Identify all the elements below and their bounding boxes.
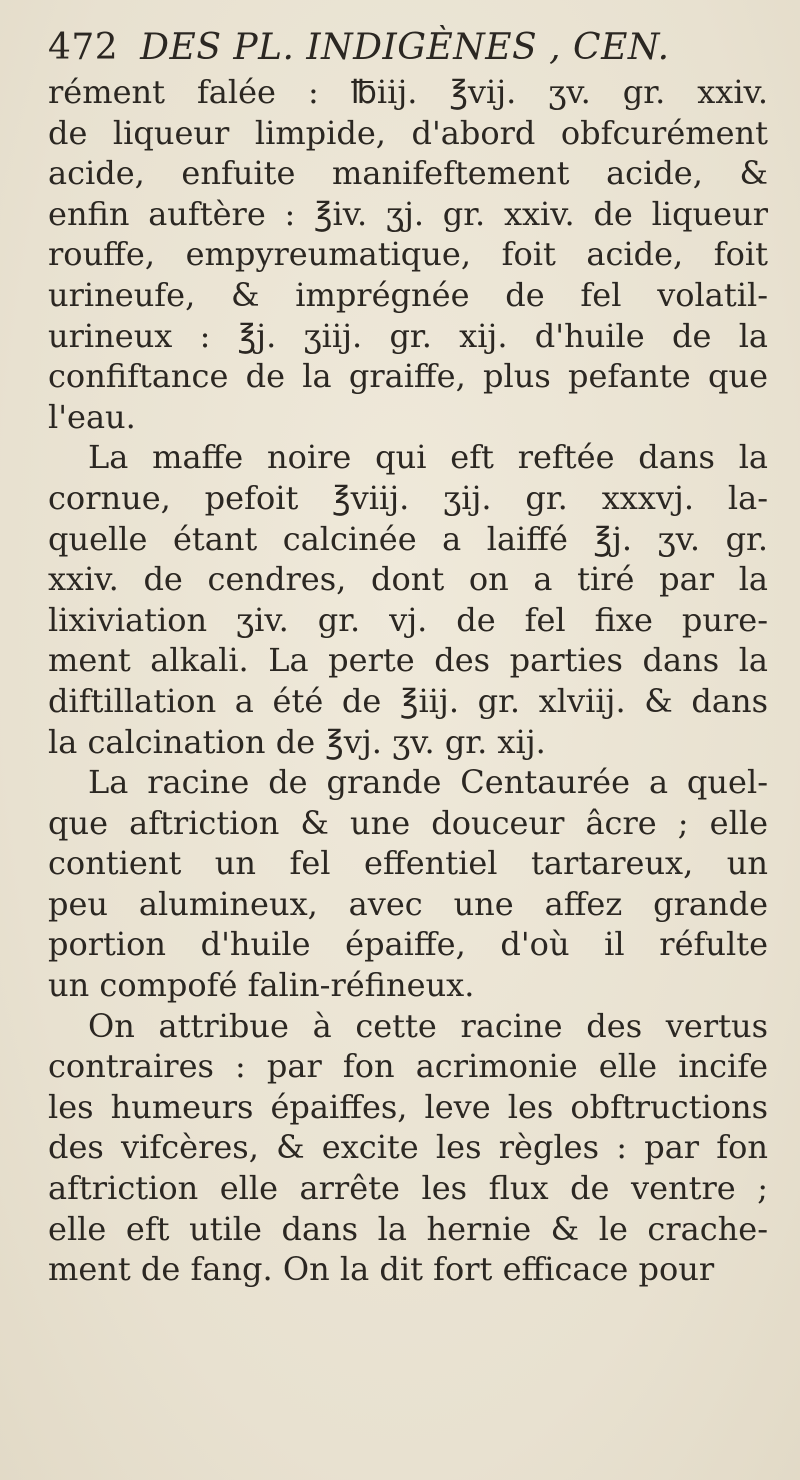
text-line: cornue, pefoit ℥viij. ʒij. gr. xxxvj. la-: [48, 478, 768, 517]
text-line: l'eau.: [48, 397, 136, 436]
text-line: contraires : par fon acrimonie elle incife: [48, 1047, 768, 1086]
paragraph: [48, 762, 768, 1006]
text-line: On attribue à cette racine des vertus: [88, 1006, 768, 1045]
text-line: ment alkali. La perte des parties dans la: [48, 641, 768, 680]
text-line: La racine de grande Centaurée a quel-: [88, 763, 768, 802]
text-line: quelle étant calcinée a laiffé ℥j. ʒv. gr.: [48, 519, 768, 558]
text-line: diftillation a été de ℥iij. gr. xlviij. & dans: [48, 681, 768, 720]
text-line: portion d'huile épaiffe, d'où il réfulte: [48, 925, 768, 964]
page-number: 472: [48, 27, 119, 68]
text-line: des vifcères, & excite les règles : par fon: [48, 1128, 768, 1167]
text-line: aftriction elle arrête les flux de ventre ;: [48, 1169, 768, 1208]
text-line: acide, enfuite manifeftement acide, &: [48, 154, 768, 193]
text-line: confiftance de la graiffe, plus pefante que: [48, 357, 768, 396]
text-line: que aftriction & une douceur âcre ; elle: [48, 803, 768, 842]
text-line: urineux : ℥j. ʒiij. gr. xij. d'huile de la: [48, 316, 768, 355]
text-line: rément falée : ℔iij. ℥vij. ʒv. gr. xxiv.: [48, 73, 768, 111]
text-line: urineufe, & imprégnée de fel volatil-: [48, 275, 768, 314]
text-line: de liqueur limpide, d'abord obfcurément: [48, 113, 768, 152]
text-line: la calcination de ℥vj. ʒv. gr. xij.: [48, 722, 546, 761]
running-header: [48, 26, 768, 70]
running-title: DES PL. INDIGÈNES , CEN.: [140, 27, 670, 68]
text-line: enfin auftère : ℥iv. ʒj. gr. xxiv. de liqueur: [48, 194, 768, 233]
body-text: [48, 72, 768, 1290]
paragraph: [48, 72, 768, 437]
text-line: xxiv. de cendres, dont on a tiré par la: [48, 560, 768, 599]
text-line: elle eft utile dans la hernie & le crache-: [48, 1209, 768, 1248]
text-line: les humeurs épaiffes, leve les obftructions: [48, 1087, 768, 1126]
text-line: peu alumineux, avec une affez grande: [48, 884, 768, 923]
paragraph: [48, 437, 768, 762]
text-line: La maffe noire qui eft reftée dans la: [88, 438, 768, 477]
text-line: lixiviation ʒiv. gr. vj. de fel fixe pure-: [48, 600, 768, 639]
paragraph: [48, 1006, 768, 1290]
text-line: ment de fang. On la dit fort efficace pour: [48, 1250, 715, 1289]
text-line: rouffe, empyreumatique, foit acide, foit: [48, 235, 768, 274]
text-line: un compofé falin-réfineux.: [48, 966, 475, 1005]
text-line: contient un fel effentiel tartareux, un: [48, 844, 768, 883]
